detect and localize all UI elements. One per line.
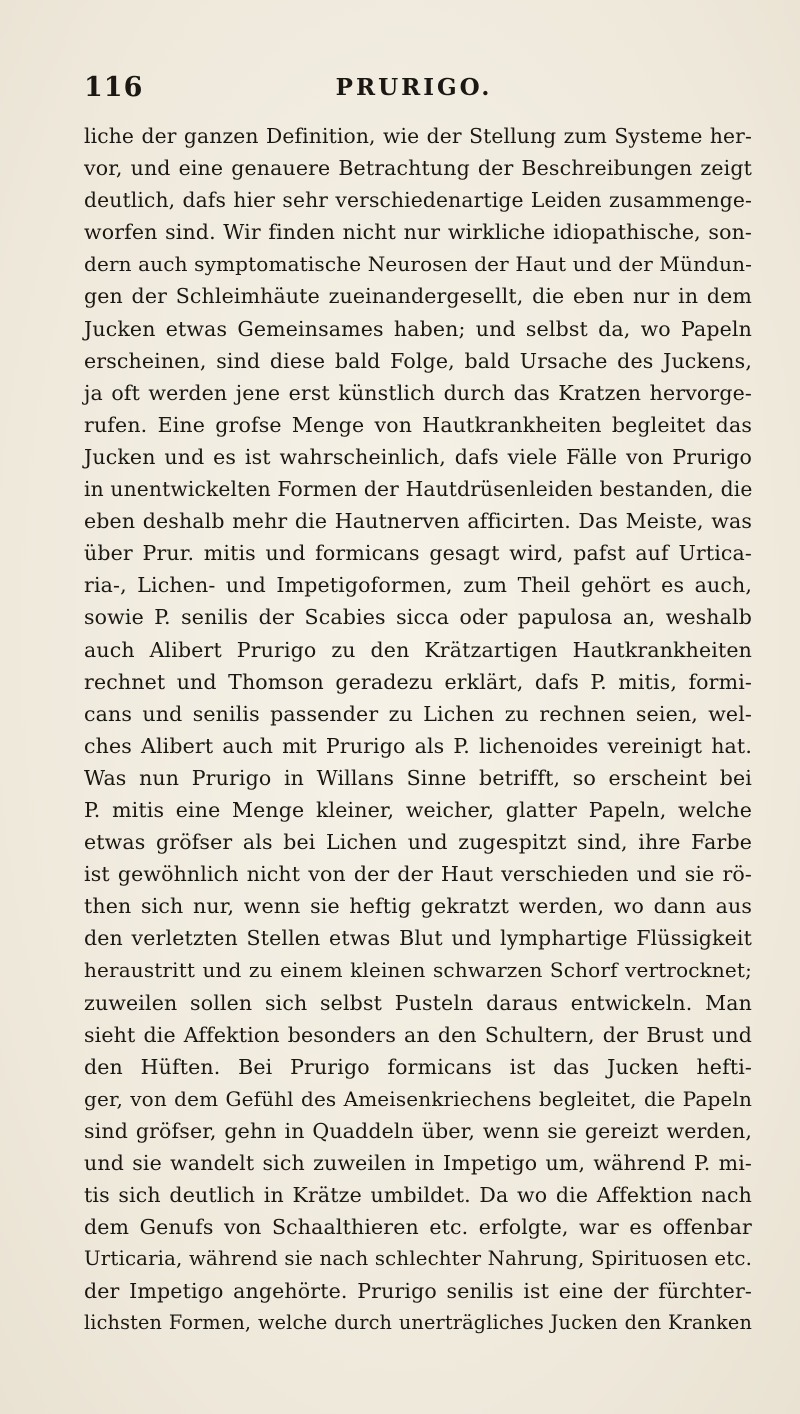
- text-line: Jucken und es ist wahrscheinlich, dafs viele Fälle von Prurigo: [84, 444, 752, 469]
- text-line: eben deshalb mehr die Hautnerven afficirten. Das Meiste, was: [84, 509, 752, 534]
- text-line: über Prur. mitis und formicans gesagt wird, pafst auf Urtica-: [84, 541, 752, 566]
- text-line: sind gröfser, gehn in Quaddeln über, wenn sie gereizt werden,: [84, 1118, 752, 1143]
- text-line: dern auch symptomatische Neurosen der Haut und der Mündun-: [84, 252, 753, 277]
- text-line: lichsten Formen, welche durch unerträgliches Jucken den Kranken: [84, 1311, 752, 1335]
- text-line: den Hüften. Bei Prurigo formicans ist das Jucken hefti-: [84, 1054, 752, 1079]
- text-line: der Impetigo angehörte. Prurigo senilis ist eine der fürchter-: [84, 1279, 752, 1304]
- text-line: heraustritt und zu einem kleinen schwarzen Schorf vertrocknet;: [84, 958, 752, 983]
- text-line: ches Alibert auch mit Prurigo als P. lichenoides vereinigt hat.: [84, 733, 752, 758]
- text-line: ist gewöhnlich nicht von der der Haut verschieden und sie rö-: [84, 862, 752, 887]
- text-line: sowie P. senilis der Scabies sicca oder papulosa an, weshalb: [84, 605, 752, 630]
- body-text: [84, 120, 752, 1340]
- text-line: dem Genufs von Schaalthieren etc. erfolgte, war es offenbar: [84, 1215, 752, 1240]
- text-line: ria-, Lichen- und Impetigoformen, zum Theil gehört es auch,: [84, 573, 752, 598]
- text-line: Urticaria, während sie nach schlechter Nahrung, Spirituosen etc.: [84, 1247, 752, 1271]
- text-line: liche der ganzen Definition, wie der Stellung zum Systeme her-: [84, 124, 752, 148]
- text-line: Was nun Prurigo in Willans Sinne betrifft, so erscheint bei: [84, 765, 752, 790]
- text-line: erscheinen, sind diese bald Folge, bald Ursache des Juckens,: [84, 348, 752, 373]
- text-line: in unentwickelten Formen der Hautdrüsenleiden bestanden, die: [84, 477, 753, 502]
- page-header: [84, 72, 744, 112]
- text-line: gen der Schleimhäute zueinandergesellt, die eben nur in dem: [84, 284, 752, 309]
- text-line: P. mitis eine Menge kleiner, weicher, glatter Papeln, welche: [84, 797, 752, 822]
- page-number: 116: [84, 72, 144, 103]
- text-line: ger, von dem Gefühl des Ameisenkriechens begleitet, die Papeln: [84, 1086, 752, 1111]
- text-line: ja oft werden jene erst künstlich durch das Kratzen hervorge-: [84, 380, 752, 405]
- text-line: rufen. Eine grofse Menge von Hautkrankheiten begleitet das: [84, 412, 752, 437]
- text-line: den verletzten Stellen etwas Blut und lymphartige Flüssigkeit: [84, 926, 752, 951]
- text-line: deutlich, dafs hier sehr verschiedenartige Leiden zusammenge-: [84, 188, 752, 213]
- text-line: tis sich deutlich in Krätze umbildet. Da wo die Affektion nach: [84, 1183, 752, 1208]
- text-line: Jucken etwas Gemeinsames haben; und selbst da, wo Papeln: [84, 316, 752, 341]
- text-line: cans und senilis passender zu Lichen zu rechnen seien, wel-: [84, 701, 752, 726]
- running-head: PRURIGO.: [335, 74, 493, 101]
- text-line: worfen sind. Wir finden nicht nur wirkliche idiopathische, son-: [84, 220, 752, 245]
- text-line: vor, und eine genauere Betrachtung der Beschreibungen zeigt: [84, 156, 752, 181]
- text-line: zuweilen sollen sich selbst Pusteln daraus entwickeln. Man: [84, 990, 752, 1015]
- text-line: auch Alibert Prurigo zu den Krätzartigen Hautkrankheiten: [84, 637, 752, 662]
- text-line: sieht die Affektion besonders an den Schultern, der Brust und: [84, 1022, 752, 1047]
- text-line: then sich nur, wenn sie heftig gekratzt werden, wo dann aus: [84, 894, 752, 919]
- text-line: und sie wandelt sich zuweilen in Impetigo um, während P. mi-: [84, 1151, 752, 1175]
- text-line: etwas gröfser als bei Lichen und zugespitzt sind, ihre Farbe: [84, 830, 752, 855]
- text-line: rechnet und Thomson geradezu erklärt, dafs P. mitis, formi-: [84, 669, 752, 694]
